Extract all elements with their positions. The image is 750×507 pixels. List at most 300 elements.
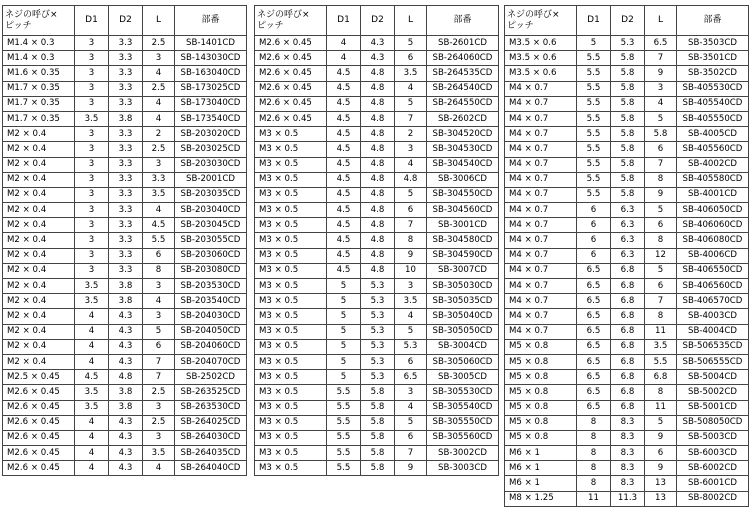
cell-l: 4.5 [143, 218, 175, 233]
cell-d1: 8 [577, 415, 611, 430]
table-row [255, 218, 499, 233]
cell-thread-size: M3 × 0.5 [255, 279, 327, 294]
header-thread-size-line1: ネジの呼び× [5, 9, 58, 20]
table-row [3, 172, 247, 187]
cell-thread-size: M3 × 0.5 [255, 446, 327, 461]
cell-d2: 3.3 [109, 263, 143, 278]
cell-thread-size: M4 × 0.7 [505, 203, 577, 218]
header-thread-size [255, 6, 327, 36]
cell-thread-size: M4 × 0.7 [505, 111, 577, 126]
cell-d2: 4.8 [361, 233, 395, 248]
cell-l: 3 [395, 279, 427, 294]
cell-l: 8 [395, 233, 427, 248]
cell-d2: 4.3 [361, 51, 395, 66]
table-row [3, 309, 247, 324]
cell-d2: 3.3 [109, 96, 143, 111]
cell-thread-size: M2.6 × 0.45 [3, 415, 75, 430]
cell-l: 5 [645, 415, 677, 430]
cell-d1: 5 [327, 309, 361, 324]
cell-thread-size: M2 × 0.4 [3, 142, 75, 157]
spec-table-body [255, 6, 499, 476]
cell-part-number: SB-3001CD [427, 218, 499, 233]
cell-d1: 3 [75, 66, 109, 81]
cell-d1: 6.5 [577, 309, 611, 324]
cell-thread-size: M2.6 × 0.45 [3, 461, 75, 476]
spec-table-left [2, 5, 247, 476]
table-row [505, 66, 749, 81]
table-row [3, 127, 247, 142]
cell-part-number: SB-305035CD [427, 294, 499, 309]
cell-d2: 4.8 [361, 157, 395, 172]
cell-d1: 5.5 [577, 172, 611, 187]
table-row [3, 446, 247, 461]
cell-part-number: SB-203020CD [175, 127, 247, 142]
cell-d2: 3.3 [109, 81, 143, 96]
cell-part-number: SB-405540CD [677, 96, 749, 111]
cell-thread-size: M3 × 0.5 [255, 400, 327, 415]
cell-part-number: SB-406560CD [677, 279, 749, 294]
cell-d2: 4.3 [109, 430, 143, 445]
cell-d2: 3.3 [109, 157, 143, 172]
cell-thread-size: M6 × 1 [505, 461, 577, 476]
cell-part-number: SB-405550CD [677, 111, 749, 126]
cell-d1: 5 [327, 294, 361, 309]
cell-thread-size: M2.6 × 0.45 [255, 96, 327, 111]
cell-d1: 3 [75, 248, 109, 263]
cell-thread-size: M2 × 0.4 [3, 248, 75, 263]
header-d2: D2 [361, 6, 395, 36]
cell-part-number: SB-203530CD [175, 279, 247, 294]
cell-l: 6 [645, 446, 677, 461]
cell-d2: 6.8 [611, 324, 645, 339]
cell-d2: 5.8 [611, 51, 645, 66]
cell-d2: 6.8 [611, 263, 645, 278]
table-row [3, 400, 247, 415]
cell-l: 3 [143, 309, 175, 324]
cell-d2: 3.3 [109, 66, 143, 81]
cell-part-number: SB-263525CD [175, 385, 247, 400]
cell-d2: 6.8 [611, 385, 645, 400]
cell-thread-size: M4 × 0.7 [505, 172, 577, 187]
spec-table-body [505, 6, 749, 507]
table-row [505, 263, 749, 278]
cell-d2: 3.8 [109, 279, 143, 294]
cell-d1: 3 [75, 233, 109, 248]
cell-part-number: SB-3002CD [427, 446, 499, 461]
table-row [255, 111, 499, 126]
table-row [3, 218, 247, 233]
cell-l: 4 [143, 111, 175, 126]
cell-d2: 5.8 [611, 96, 645, 111]
cell-l: 3.5 [395, 66, 427, 81]
cell-l: 2 [143, 127, 175, 142]
cell-thread-size: M3 × 0.5 [255, 309, 327, 324]
cell-l: 5 [395, 187, 427, 202]
cell-d2: 6.8 [611, 309, 645, 324]
table-row [3, 51, 247, 66]
cell-l: 6 [143, 339, 175, 354]
spec-table-middle [254, 5, 499, 476]
cell-part-number: SB-405580CD [677, 172, 749, 187]
table-row [505, 203, 749, 218]
cell-d1: 4.5 [327, 96, 361, 111]
header-thread-size-line2: ピッチ [257, 20, 284, 31]
cell-part-number: SB-2602CD [427, 111, 499, 126]
cell-thread-size: M4 × 0.7 [505, 233, 577, 248]
cell-l: 7 [143, 370, 175, 385]
cell-thread-size: M2 × 0.4 [3, 324, 75, 339]
cell-thread-size: M3 × 0.5 [255, 127, 327, 142]
cell-part-number: SB-4001CD [677, 187, 749, 202]
cell-part-number: SB-203540CD [175, 294, 247, 309]
cell-d1: 5.5 [577, 157, 611, 172]
cell-thread-size: M5 × 0.8 [505, 354, 577, 369]
table-row [505, 370, 749, 385]
cell-l: 4 [143, 66, 175, 81]
cell-d2: 5.3 [361, 294, 395, 309]
cell-d1: 5 [327, 324, 361, 339]
table-row [255, 51, 499, 66]
cell-d1: 4 [75, 339, 109, 354]
cell-d2: 4.8 [361, 248, 395, 263]
cell-d1: 3 [75, 142, 109, 157]
cell-l: 13 [645, 476, 677, 491]
cell-part-number: SB-406570CD [677, 294, 749, 309]
cell-l: 4 [395, 81, 427, 96]
cell-d2: 5.8 [611, 66, 645, 81]
cell-d1: 3 [75, 81, 109, 96]
cell-d2: 6.8 [611, 370, 645, 385]
cell-l: 8 [645, 309, 677, 324]
cell-thread-size: M3 × 0.5 [255, 324, 327, 339]
cell-d2: 8.3 [611, 415, 645, 430]
table-row [3, 263, 247, 278]
cell-thread-size: M4 × 0.7 [505, 127, 577, 142]
table-row [505, 36, 749, 51]
cell-part-number: SB-203040CD [175, 203, 247, 218]
cell-part-number: SB-4003CD [677, 309, 749, 324]
cell-d2: 6.3 [611, 233, 645, 248]
cell-l: 8 [645, 385, 677, 400]
cell-thread-size: M4 × 0.7 [505, 248, 577, 263]
table-row [255, 157, 499, 172]
cell-thread-size: M2.5 × 0.45 [3, 370, 75, 385]
cell-d2: 6.3 [611, 218, 645, 233]
cell-d2: 8.3 [611, 476, 645, 491]
cell-d2: 4.3 [361, 36, 395, 51]
table-row [505, 279, 749, 294]
cell-l: 2.5 [143, 142, 175, 157]
cell-d2: 4.3 [109, 339, 143, 354]
header-row [3, 6, 247, 36]
cell-d1: 4.5 [327, 203, 361, 218]
table-row [505, 430, 749, 445]
table-row [255, 385, 499, 400]
cell-d1: 6.5 [577, 385, 611, 400]
cell-d2: 6.8 [611, 294, 645, 309]
cell-thread-size: M2 × 0.4 [3, 279, 75, 294]
cell-part-number: SB-405530CD [677, 81, 749, 96]
cell-l: 6.8 [645, 370, 677, 385]
cell-l: 5 [395, 36, 427, 51]
cell-d2: 5.8 [611, 187, 645, 202]
table-row [3, 324, 247, 339]
cell-thread-size: M3 × 0.5 [255, 385, 327, 400]
cell-part-number: SB-5004CD [677, 370, 749, 385]
cell-thread-size: M2.6 × 0.45 [255, 81, 327, 96]
cell-d2: 8.3 [611, 446, 645, 461]
cell-d1: 5.5 [327, 461, 361, 476]
cell-part-number: SB-405560CD [677, 142, 749, 157]
cell-thread-size: M4 × 0.7 [505, 96, 577, 111]
cell-part-number: SB-203035CD [175, 187, 247, 202]
cell-thread-size: M2.6 × 0.45 [255, 111, 327, 126]
table-row [255, 263, 499, 278]
header-part-number: 部番 [427, 6, 499, 36]
table-row [255, 66, 499, 81]
table-row [3, 66, 247, 81]
cell-d1: 4.5 [327, 157, 361, 172]
table-row [3, 354, 247, 369]
cell-d2: 4.3 [109, 309, 143, 324]
cell-d1: 6 [577, 233, 611, 248]
cell-l: 9 [395, 248, 427, 263]
cell-thread-size: M3 × 0.5 [255, 142, 327, 157]
header-l: L [645, 6, 677, 36]
cell-d2: 11.3 [611, 491, 645, 506]
cell-l: 6 [395, 203, 427, 218]
table-row [255, 339, 499, 354]
table-row [505, 400, 749, 415]
cell-thread-size: M3 × 0.5 [255, 203, 327, 218]
cell-l: 9 [645, 430, 677, 445]
cell-l: 13 [645, 491, 677, 506]
cell-d1: 4 [75, 354, 109, 369]
table-row [255, 187, 499, 202]
table-row [255, 233, 499, 248]
cell-part-number: SB-173025CD [175, 81, 247, 96]
cell-part-number: SB-304530CD [427, 142, 499, 157]
cell-thread-size: M3 × 0.5 [255, 461, 327, 476]
cell-l: 5.8 [645, 127, 677, 142]
table-row [505, 127, 749, 142]
cell-part-number: SB-264035CD [175, 446, 247, 461]
cell-d1: 6.5 [577, 370, 611, 385]
cell-thread-size: M2.6 × 0.45 [255, 51, 327, 66]
cell-l: 6 [645, 279, 677, 294]
cell-part-number: SB-406060CD [677, 218, 749, 233]
cell-l: 6 [645, 218, 677, 233]
cell-part-number: SB-6002CD [677, 461, 749, 476]
cell-d2: 4.8 [361, 81, 395, 96]
cell-part-number: SB-508050CD [677, 415, 749, 430]
cell-thread-size: M3.5 × 0.6 [505, 66, 577, 81]
cell-part-number: SB-304520CD [427, 127, 499, 142]
cell-l: 6 [645, 142, 677, 157]
table-row [255, 203, 499, 218]
table-row [3, 279, 247, 294]
cell-d2: 4.8 [361, 127, 395, 142]
cell-part-number: SB-204070CD [175, 354, 247, 369]
cell-d1: 5.5 [327, 430, 361, 445]
cell-l: 3 [143, 279, 175, 294]
cell-d1: 4 [75, 446, 109, 461]
cell-part-number: SB-203080CD [175, 263, 247, 278]
cell-part-number: SB-3503CD [677, 36, 749, 51]
cell-thread-size: M3 × 0.5 [255, 354, 327, 369]
table-row [3, 187, 247, 202]
table-row [255, 446, 499, 461]
cell-thread-size: M2.6 × 0.45 [3, 400, 75, 415]
cell-d2: 5.8 [361, 400, 395, 415]
cell-part-number: SB-264535CD [427, 66, 499, 81]
cell-thread-size: M4 × 0.7 [505, 157, 577, 172]
cell-d2: 4.8 [361, 187, 395, 202]
cell-d2: 4.8 [361, 66, 395, 81]
cell-part-number: SB-204060CD [175, 339, 247, 354]
cell-d1: 4.5 [327, 66, 361, 81]
cell-thread-size: M2 × 0.4 [3, 127, 75, 142]
table-row [255, 127, 499, 142]
header-l: L [143, 6, 175, 36]
cell-thread-size: M5 × 0.8 [505, 430, 577, 445]
cell-l: 7 [143, 354, 175, 369]
cell-d1: 3 [75, 203, 109, 218]
table-row [505, 157, 749, 172]
cell-d1: 5 [327, 370, 361, 385]
cell-d1: 5.5 [577, 96, 611, 111]
cell-d2: 5.8 [361, 430, 395, 445]
cell-d1: 6 [577, 203, 611, 218]
cell-part-number: SB-305050CD [427, 324, 499, 339]
cell-d2: 4.8 [361, 142, 395, 157]
cell-part-number: SB-203060CD [175, 248, 247, 263]
cell-l: 3.3 [143, 172, 175, 187]
cell-d1: 4.5 [327, 111, 361, 126]
cell-l: 5 [645, 263, 677, 278]
cell-l: 2.5 [143, 385, 175, 400]
cell-l: 2.5 [143, 415, 175, 430]
table-row [255, 461, 499, 476]
table-row [505, 187, 749, 202]
cell-d2: 5.3 [361, 370, 395, 385]
cell-thread-size: M1.4 × 0.3 [3, 51, 75, 66]
header-part-number: 部番 [677, 6, 749, 36]
cell-d2: 3.8 [109, 111, 143, 126]
cell-d1: 6.5 [577, 263, 611, 278]
header-row [255, 6, 499, 36]
header-thread-size [3, 6, 75, 36]
cell-l: 3 [143, 51, 175, 66]
cell-l: 6.5 [395, 370, 427, 385]
cell-l: 4 [395, 400, 427, 415]
header-d2: D2 [611, 6, 645, 36]
cell-l: 11 [645, 324, 677, 339]
cell-l: 9 [645, 187, 677, 202]
table-row [3, 36, 247, 51]
cell-d1: 3 [75, 263, 109, 278]
cell-d1: 3.5 [75, 385, 109, 400]
cell-d1: 3 [75, 51, 109, 66]
cell-thread-size: M3 × 0.5 [255, 370, 327, 385]
table-row [505, 233, 749, 248]
table-row [255, 248, 499, 263]
cell-part-number: SB-203045CD [175, 218, 247, 233]
cell-d2: 6.3 [611, 203, 645, 218]
table-row [505, 81, 749, 96]
cell-part-number: SB-3003CD [427, 461, 499, 476]
cell-part-number: SB-264060CD [427, 51, 499, 66]
cell-thread-size: M4 × 0.7 [505, 279, 577, 294]
cell-thread-size: M3 × 0.5 [255, 187, 327, 202]
cell-d2: 6.8 [611, 279, 645, 294]
cell-l: 3 [143, 400, 175, 415]
cell-thread-size: M4 × 0.7 [505, 81, 577, 96]
cell-d2: 4.8 [361, 203, 395, 218]
table-row [255, 370, 499, 385]
cell-l: 4 [395, 309, 427, 324]
cell-l: 4 [143, 203, 175, 218]
cell-d1: 8 [577, 446, 611, 461]
cell-d2: 4.8 [361, 218, 395, 233]
cell-d1: 5.5 [577, 81, 611, 96]
cell-l: 2 [395, 127, 427, 142]
table-row [3, 370, 247, 385]
cell-part-number: SB-264040CD [175, 461, 247, 476]
cell-l: 5 [645, 203, 677, 218]
cell-d1: 8 [577, 430, 611, 445]
cell-thread-size: M3 × 0.5 [255, 339, 327, 354]
cell-l: 2.5 [143, 36, 175, 51]
cell-d2: 3.8 [109, 385, 143, 400]
cell-part-number: SB-143030CD [175, 51, 247, 66]
header-thread-size [505, 6, 577, 36]
cell-d1: 6 [577, 248, 611, 263]
cell-d1: 4.5 [327, 172, 361, 187]
cell-d2: 6.8 [611, 339, 645, 354]
cell-thread-size: M4 × 0.7 [505, 324, 577, 339]
cell-thread-size: M3 × 0.5 [255, 263, 327, 278]
cell-part-number: SB-203025CD [175, 142, 247, 157]
cell-thread-size: M3 × 0.5 [255, 248, 327, 263]
cell-l: 9 [645, 461, 677, 476]
cell-d1: 4 [75, 430, 109, 445]
table-row [255, 430, 499, 445]
cell-thread-size: M6 × 1 [505, 446, 577, 461]
cell-thread-size: M2.6 × 0.45 [3, 385, 75, 400]
table-row [3, 430, 247, 445]
cell-d1: 4 [75, 461, 109, 476]
cell-l: 6 [395, 51, 427, 66]
cell-l: 2.5 [143, 81, 175, 96]
cell-l: 4 [645, 96, 677, 111]
cell-thread-size: M2 × 0.4 [3, 203, 75, 218]
cell-d1: 11 [577, 491, 611, 506]
table-row [505, 142, 749, 157]
cell-part-number: SB-2001CD [175, 172, 247, 187]
spec-table-right [504, 5, 749, 507]
cell-l: 3.5 [395, 294, 427, 309]
table-row [255, 142, 499, 157]
cell-thread-size: M2.6 × 0.45 [255, 36, 327, 51]
cell-part-number: SB-3007CD [427, 263, 499, 278]
cell-d1: 4.5 [75, 370, 109, 385]
cell-d2: 4.8 [361, 111, 395, 126]
cell-thread-size: M3.5 × 0.6 [505, 51, 577, 66]
cell-d1: 6.5 [577, 400, 611, 415]
cell-part-number: SB-203030CD [175, 157, 247, 172]
cell-l: 8 [645, 172, 677, 187]
